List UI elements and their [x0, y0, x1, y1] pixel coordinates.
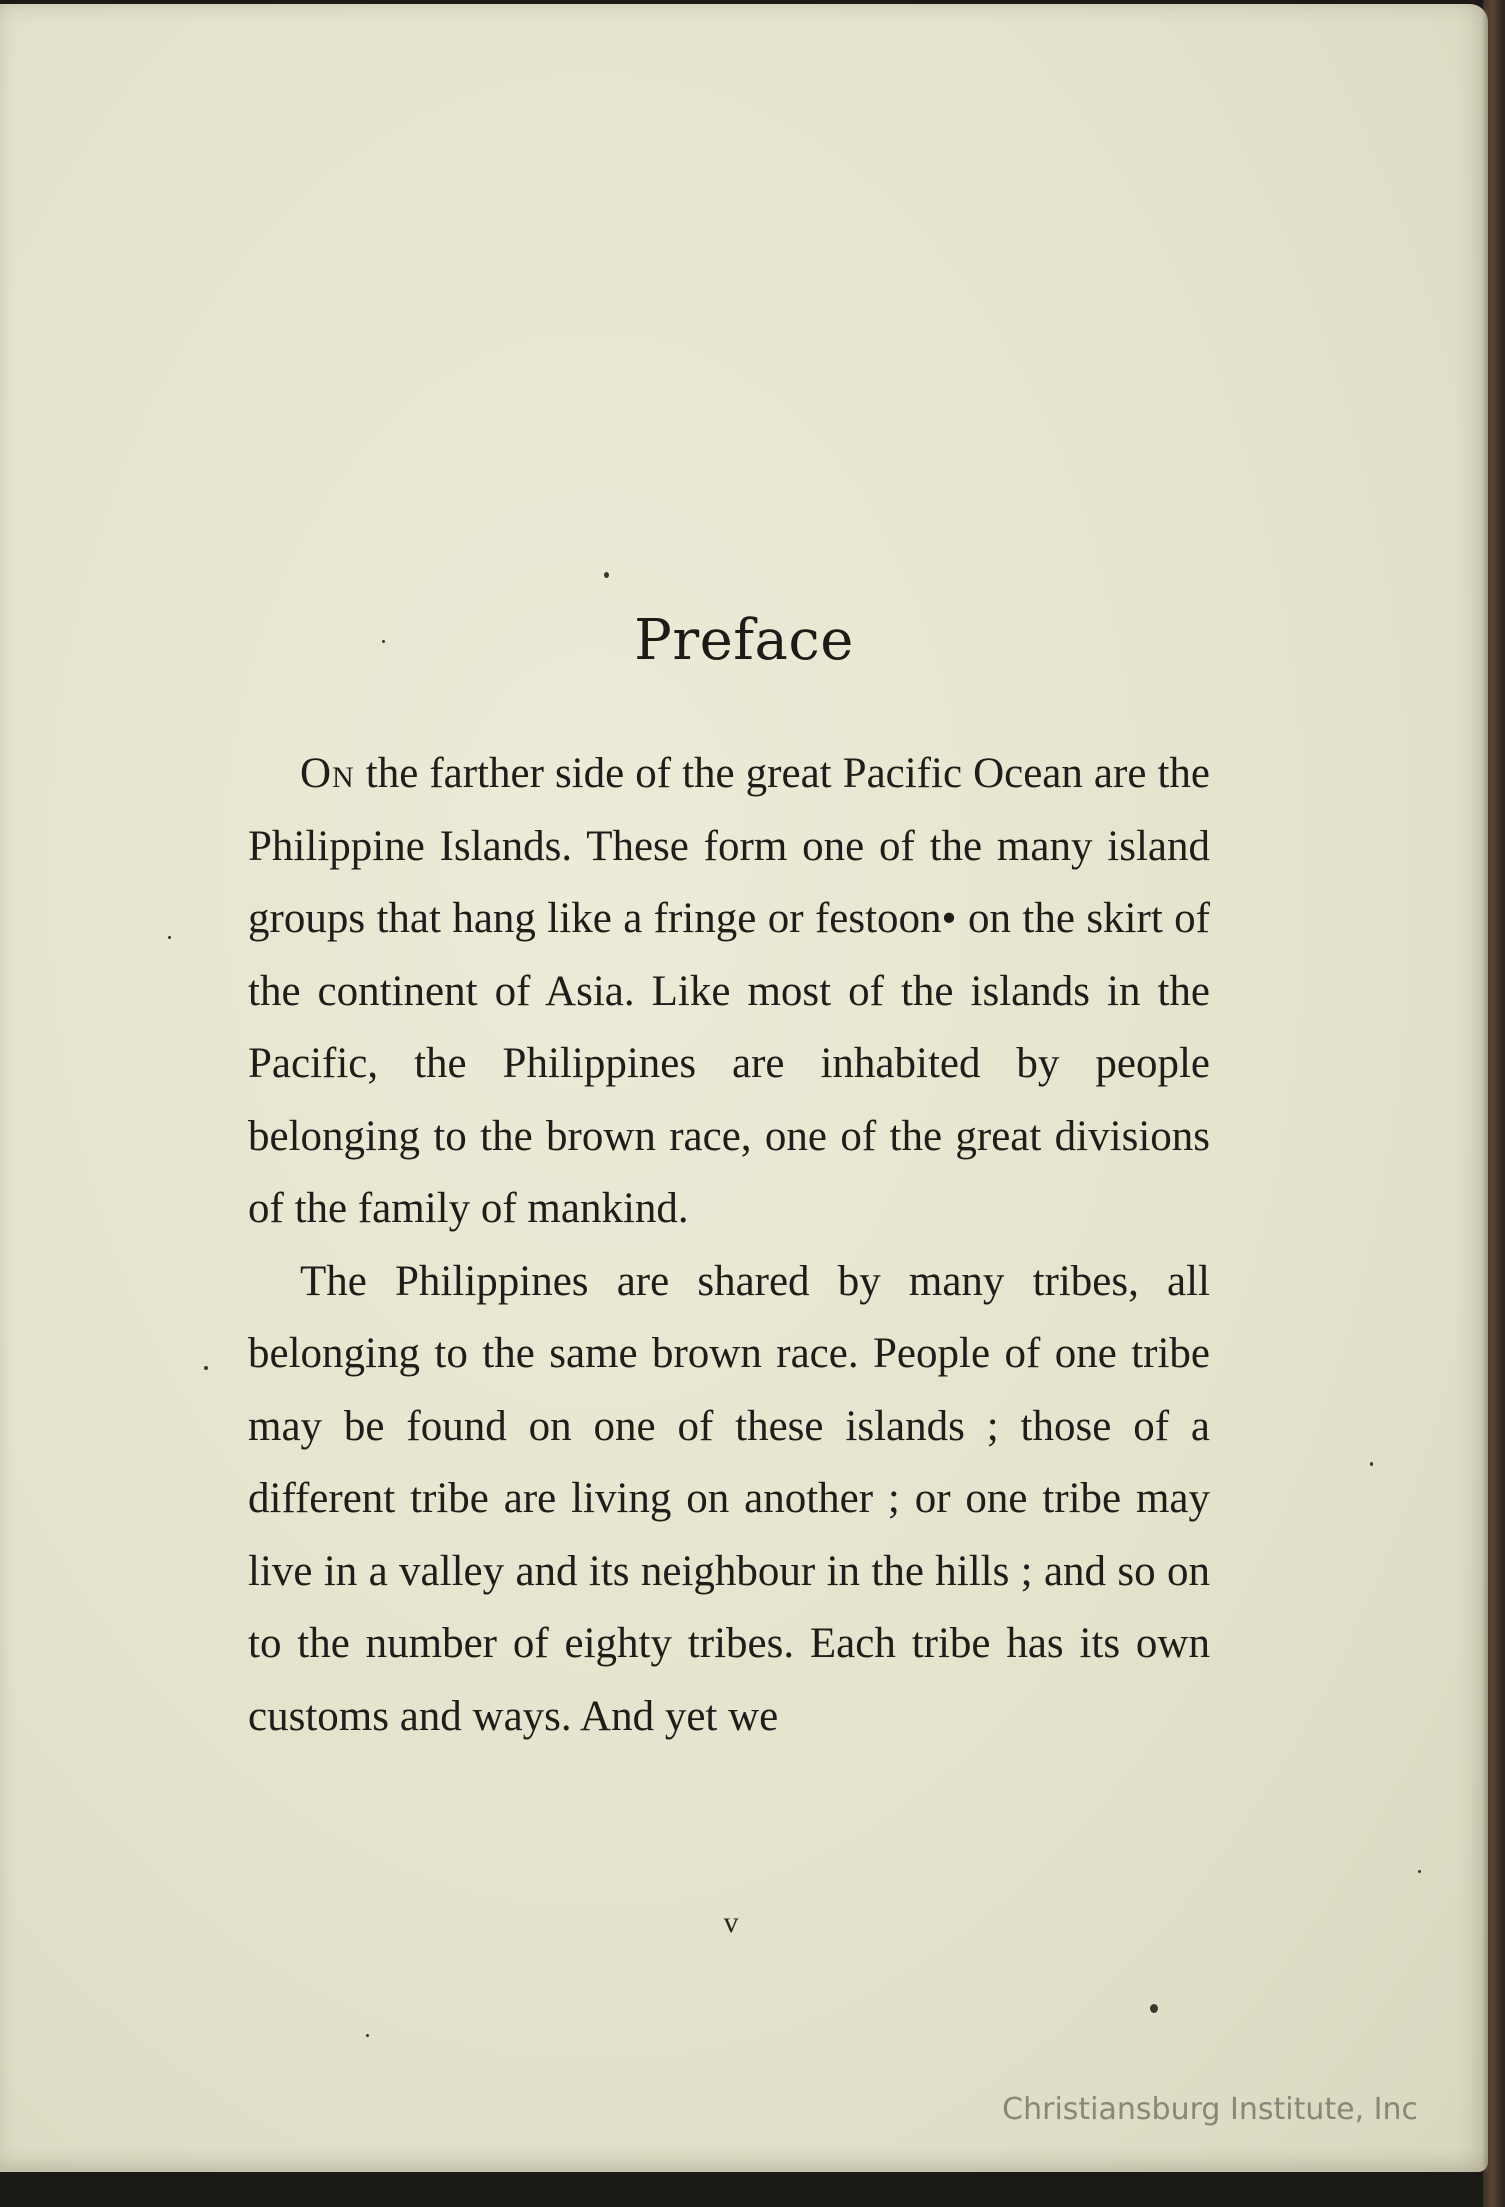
paper-speck: [1150, 2004, 1158, 2013]
page-number: v: [723, 1906, 739, 1939]
paper-speck: [1418, 1870, 1421, 1873]
paper-speck: [1370, 1462, 1373, 1466]
book-page: [0, 4, 1488, 2172]
preface-body: [248, 738, 1210, 1753]
paragraph-2: [248, 1246, 1210, 1754]
paper-speck: [168, 936, 171, 939]
paper-speck: [382, 640, 385, 643]
page-title: Preface: [634, 608, 854, 673]
watermark-text: Christiansburg Institute, Inc: [1002, 2092, 1418, 2127]
paper-speck: [204, 1366, 208, 1370]
paper-speck: [604, 572, 609, 578]
paragraph-text: the farther side of the great Pacific Ocean are the Philippine Islands. These form one of the many island groups that hang like a fringe or festoon• on the skirt of the continent of Asia. Like most of the islands in the Pacific, the Philippines are inhabited by people belonging to the brown race, one of the great divisions of the family of mankind.: [248, 750, 1210, 1232]
paper-speck: [366, 2034, 369, 2037]
paragraph-1: [248, 738, 1210, 1246]
page-edge-shadow: [1482, 4, 1488, 2172]
paragraph-lead-word: On: [300, 750, 355, 797]
paragraph-text: The Philippines are shared by many tribes, all belonging to the same brown race. People of one tribe may be found on one of these islands ; those of a different tribe are living on another ; or one tribe may live in a valley and its neighbour in the hills ; and so on to the number of eighty tribes. Each tribe has its own customs and ways. And yet we: [248, 1257, 1210, 1740]
